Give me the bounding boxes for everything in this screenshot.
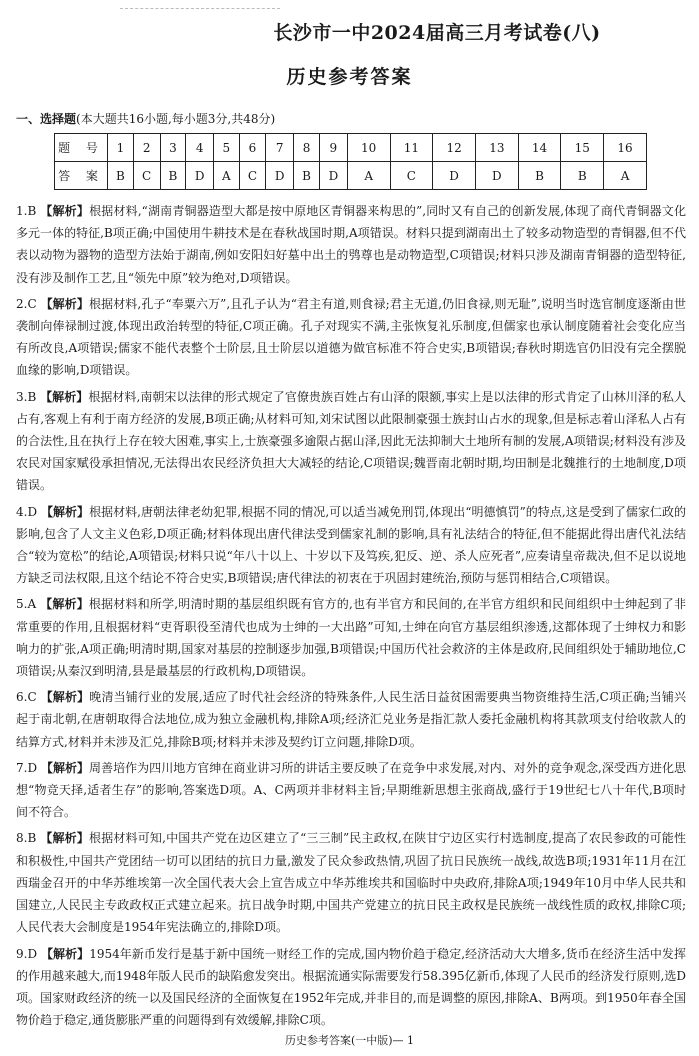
item-number: 7.D <box>16 760 38 775</box>
explanation-item <box>16 757 686 824</box>
item-tag: 【解析】 <box>40 760 90 775</box>
explanation-item <box>16 686 686 753</box>
answer-cell: D <box>475 162 518 190</box>
header-dashed-rule <box>120 8 280 9</box>
item-text: 根据材料,唐朝法律老幼犯罪,根据不同的情况,可以适当减免刑罚,体现出“明德慎罚”的特点,这是受到了儒家仁政的影响,包含了人文主义色彩,D项正确;材料体现出唐代律法受到儒家礼制的影响,具有礼法结合的特征,但不能据此得出唐代礼法结合“较为宽松”的结论,A项错误;材料只说“年八十以上、十岁以下及笃疾,犯反、逆、杀人应死者”,应奏请皇帝裁决,但不足以说地方缺乏司法权限,且这个结论不符合史实,B项错误;唐代律法的初衷在于巩固封建统治,预防与惩罚相结合,C项错误。 <box>16 504 686 586</box>
answer-cell: D <box>186 162 214 190</box>
question-number-cell: 3 <box>160 134 186 162</box>
item-text: 晚清当铺行业的发展,适应了时代社会经济的特殊条件,人民生活日益贫困需要典当物资维持生活,C项正确;当铺兴起于南北朝,在唐朝取得合法地位,成为独立金融机构,排除A项;经济汇兑业务是指汇款人委托金融机构将其款项支付给收款人的结算方式,材料并未涉及汇兑,排除B项;材料并未涉及契约订立问题,排除D项。 <box>16 690 686 749</box>
answer-cell: D <box>266 162 294 190</box>
question-number-cell: 8 <box>294 134 320 162</box>
item-text: 1954年新币发行是基于新中国统一财经工作的完成,国内物价趋于稳定,经济活动大大增多,货币在经济生活中发挥的作用越来越大,而1948年版人民币的缺陷愈发突出。根据流通实际需要发行58.395亿新币,体现了人民币的经济发行原则,选D项。国家财政经济的统一以及国民经济的全面恢复在1952年完成,并非目的,而是调整的原因,排除A、B两项。到1950年春全国物价趋于稳定,通货膨胀严重的问题得到有效缓解,排除C项。 <box>16 946 686 1028</box>
answer-cell: B <box>108 162 134 190</box>
section-heading <box>16 110 275 127</box>
answer-cell: D <box>319 162 347 190</box>
question-number-cell: 1 <box>108 134 134 162</box>
item-text: 根据材料,“湖南青铜器造型大都是按中原地区青铜器来构思的”,同时又有自己的创新发展,体现了商代青铜器文化多元一体的特征,B项正确;中国使用牛耕技术是在春秋战国时期,A项错误。材料只提到湖南出土了较多动物造型的青铜器,但不代表以动物为器物的造型方法始于湖南,例如安阳妇好墓中出土的鸮尊也是动物造型,C项错误;材料只涉及湖南青铜器的造型特征,没有涉及制作工艺,且“领先中原”较为绝对,D项错误。 <box>16 204 686 285</box>
question-row-label: 题 号 <box>55 134 108 162</box>
item-number: 2.C <box>16 296 37 311</box>
answer-cell: B <box>561 162 604 190</box>
item-number: 4.D <box>16 504 38 519</box>
item-tag: 【解析】 <box>40 597 89 612</box>
question-number-cell: 16 <box>604 134 647 162</box>
item-tag: 【解析】 <box>40 504 90 519</box>
answer-cell: C <box>133 162 160 190</box>
item-tag: 【解析】 <box>40 389 89 404</box>
question-number-cell: 6 <box>239 134 266 162</box>
answer-table-question-row <box>55 134 647 162</box>
item-number: 1.B <box>16 204 37 218</box>
question-number-cell: 11 <box>390 134 433 162</box>
explanation-item <box>16 293 686 382</box>
item-tag: 【解析】 <box>40 296 89 311</box>
item-tag: 【解析】 <box>40 946 90 961</box>
answer-table <box>54 133 647 190</box>
item-number: 9.D <box>16 946 38 961</box>
explanation-item <box>16 200 686 289</box>
question-number-cell: 4 <box>186 134 214 162</box>
answer-cell: B <box>294 162 320 190</box>
question-number-cell: 9 <box>319 134 347 162</box>
answer-cell: D <box>433 162 476 190</box>
question-number-cell: 12 <box>433 134 476 162</box>
question-number-cell: 5 <box>214 134 239 162</box>
answer-row-label: 答 案 <box>55 162 108 190</box>
page-subtitle: 历史参考答案 <box>286 66 413 88</box>
item-text: 根据材料可知,中国共产党在边区建立了“三三制”民主政权,在陕甘宁边区实行村选制度,提高了农民参政的可能性和积极性,中国共产党团结一切可以团结的抗日力量,激发了民众参政热情,巩固了抗日民族统一战线,故选B项;1931年11月在江西瑞金召开的中华苏维埃第一次全国代表大会上宣告成立中华苏维埃共和国临时中央政府,排除A项;1949年10月中华人民共和国建立,人民民主专政政权正式建立起来。抗日战争时期,中国共产党建立的抗日民主政权是民族统一战线性质的政权,排除C项;人民代表大会制度是1954年宪法确立的,排除D项。 <box>16 831 686 935</box>
answer-cell: A <box>604 162 647 190</box>
item-text: 根据材料,孔子“奉粟六万”,且孔子认为“君主有道,则食禄;君主无道,仍旧食禄,则无耻”,说明当时选官制度逐渐由世袭制向俸禄制过渡,体现出政治转型的特征,C项正确。孔子对现实不满,主张恢复礼乐制度,但儒家也承认制度随着社会变化应当有所改良,A项错误;儒家不能代表整个士阶层,且士阶层以道德为做官标准不符合史实,B项错误;春秋时期选官仍旧没有完全摆脱血缘的影响,D项错误。 <box>16 296 686 378</box>
explanations <box>16 200 686 1035</box>
item-tag: 【解析】 <box>40 204 90 218</box>
answer-cell: B <box>160 162 186 190</box>
item-tag: 【解析】 <box>40 690 90 705</box>
question-number-cell: 10 <box>347 134 390 162</box>
item-text: 根据材料和所学,明清时期的基层组织既有官方的,也有半官方和民间的,在半官方组织和民间组织中士绅起到了非常重要的作用,且根据材料“吏胥职役至清代也成为士绅的一大出路”可知,士绅在向官方基层组织渗透,这都体现了士绅权力和影响力的扩张,A项正确;明清时期,国家对基层的控制逐步加强,B项错误;中国历代社会救济的主体是政府,民间组织处于辅助地位,C项错误;从秦汉到明清,县是最基层的行政机构,D项错误。 <box>16 597 686 679</box>
section-heading-title: 一、选择题 <box>16 112 77 126</box>
answer-cell: A <box>214 162 239 190</box>
answer-table-answer-row <box>55 162 647 190</box>
explanation-item <box>16 827 686 938</box>
answer-cell: C <box>239 162 266 190</box>
question-number-cell: 7 <box>266 134 294 162</box>
item-text: 周善培作为四川地方官绅在商业讲习所的讲话主要反映了在竞争中求发展,对内、对外的竞争观念,深受西方进化思想“物竞天择,适者生存”的影响,答案选D项。A、C两项并非材料主旨;早期维新思想主张商战,盛行于19世纪七八十年代,B项时间不符合。 <box>16 760 686 820</box>
question-number-cell: 13 <box>475 134 518 162</box>
explanation-item <box>16 593 686 682</box>
item-number: 8.B <box>16 831 37 846</box>
item-number: 3.B <box>16 389 37 404</box>
question-number-cell: 2 <box>133 134 160 162</box>
section-heading-note: (本大题共16小题,每小题3分,共48分) <box>76 112 276 126</box>
answer-cell: A <box>347 162 390 190</box>
item-tag: 【解析】 <box>40 831 90 846</box>
answer-cell: B <box>518 162 561 190</box>
question-number-cell: 14 <box>518 134 561 162</box>
item-number: 6.C <box>16 690 37 705</box>
exam-title <box>0 18 699 45</box>
question-number-cell: 15 <box>561 134 604 162</box>
explanation-item <box>16 386 686 497</box>
explanation-item <box>16 501 686 590</box>
page-footer: 历史参考答案(一中版)— 1 <box>284 1034 415 1047</box>
exam-title-text: 长沙市一中2024届高三月考试卷(八) <box>273 22 601 44</box>
item-number: 5.A <box>16 597 37 612</box>
answer-cell: C <box>390 162 433 190</box>
explanation-item <box>16 943 686 1032</box>
item-text: 根据材料,南朝宋以法律的形式规定了官僚贵族百姓占有山泽的限额,事实上是以法律的形式肯定了山林川泽的私人占有,客观上有利于南方经济的发展,B项正确;从材料可知,刘宋试图以此限制豪强士族封山占水的现象,但是标志着山泽私人占有的合法性,且在执行上存在较大困难,事实上,士族豪强多逾限占据山泽,因此无法抑制大土地所有制的发展,A项错误;材料没有涉及农民对国家赋役承担情况,无法得出农民经济负担大大减轻的结论,C项错误;魏晋南北朝时期,均田制是北魏推行的土地制度,D项错误。 <box>16 389 686 493</box>
